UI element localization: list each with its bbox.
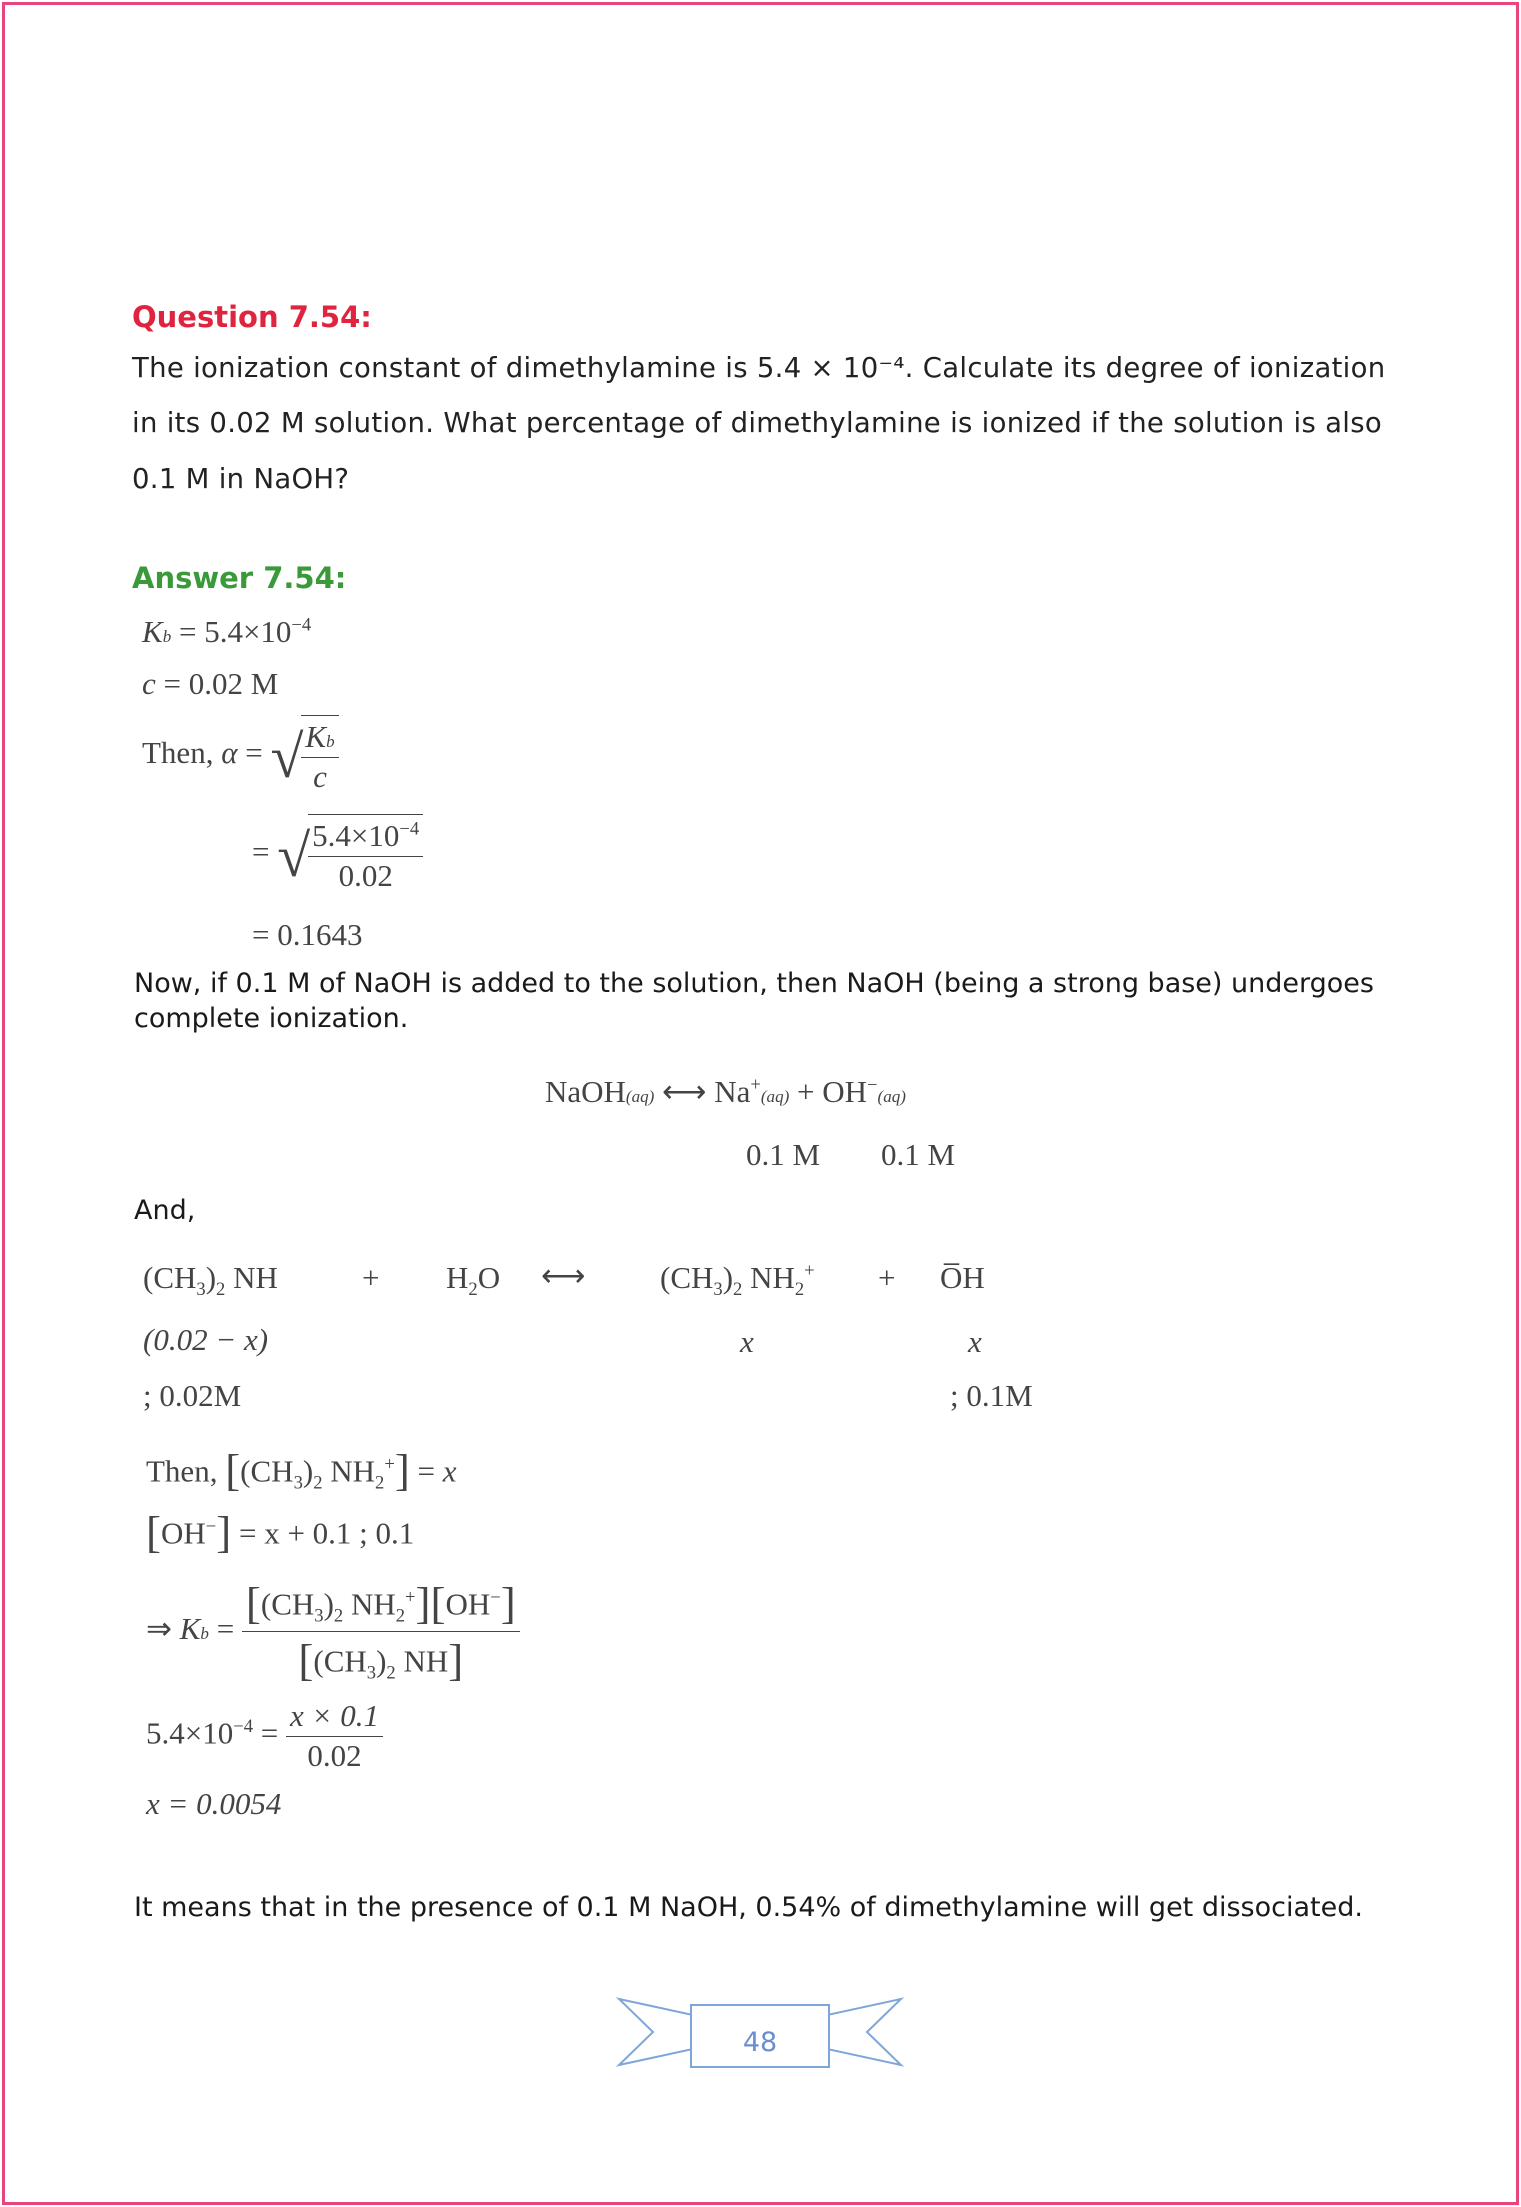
concentration-equation: c = 0.02 M (142, 666, 279, 701)
eq-row3-right: ; 0.1M (950, 1378, 1033, 1413)
page-number: 48 (742, 2027, 778, 2058)
na-concentration: 0.1 M (746, 1137, 821, 1172)
question-line-1: The ionization constant of dimethylamine is 5.4 × 10⁻⁴. Calculate its degree of ionization (132, 352, 1386, 384)
conclusion-text: It means that in the presence of 0.1 M NaOH, 0.54% of dimethylamine will get dissociated. (134, 1892, 1363, 1923)
plus-sign-1: + (362, 1260, 380, 1295)
kb-equation: $Kb = 5.4\times 10^{-4}$ (142, 614, 312, 649)
hydroxide-species: O̅H (940, 1260, 985, 1295)
eq-row2-left: (0.02 − x) (143, 1322, 269, 1357)
alpha-formula: Then, α = √ $\frac{Kb}{c}$ (142, 715, 339, 797)
naoh-paragraph-line-1: Now, if 0.1 M of NaOH is added to the solution, then NaOH (being a strong base) undergoes (134, 968, 1374, 999)
kb-expression: ⇒ Kb = $\frac{[(CH_3)_2 NH_2^+][OH^-]}{[(CH_3)_2 NH]}$ (146, 1575, 520, 1688)
oh-concentration: 0.1 M (881, 1137, 956, 1172)
alpha-result: = 0.1643 (252, 917, 363, 952)
question-line-2: in its 0.02 M solution. What percentage of dimethylamine is ionized if the solution is also (132, 407, 1382, 439)
equilibrium-arrow: ⟷ (541, 1258, 586, 1293)
and-label: And, (134, 1195, 196, 1226)
alpha-substitution: = √ $\frac{5.4\times 10^{-4}}{0.02}$ (252, 814, 423, 896)
ammonium-concentration: Then, [$(CH_3)_2$ $NH_2^+] = x$ (146, 1445, 457, 1495)
answer-heading: Answer 7.54: (132, 561, 347, 595)
eq-row2-x2: x (968, 1324, 982, 1359)
x-result: x = 0.0054 (146, 1786, 282, 1821)
water-species: $H_2O$ (446, 1260, 501, 1301)
dimethylamine-species: $(CH_3)_2$ NH (143, 1260, 278, 1301)
eq-row3-left: ; 0.02M (143, 1378, 242, 1413)
dimethylammonium-species: $(CH_3)_2$ $NH_2^+$ (660, 1260, 815, 1301)
question-line-3: 0.1 M in NaOH? (132, 463, 350, 495)
hydroxide-concentration: [OH−] = x + 0.1 ; 0.1 (146, 1507, 415, 1557)
naoh-paragraph-line-2: complete ionization. (134, 1003, 409, 1034)
eq-row2-x1: x (740, 1324, 754, 1359)
question-heading: Question 7.54: (132, 300, 372, 334)
plus-sign-2: + (878, 1260, 896, 1295)
kb-substitution: $5.4\times 10^{-4}$ = $\frac{x \times 0.1}{0.02}$ (146, 1697, 383, 1776)
naoh-dissociation-equation: NaOH(aq) ⟷ Na+(aq) + OH−(aq) (545, 1074, 906, 1109)
